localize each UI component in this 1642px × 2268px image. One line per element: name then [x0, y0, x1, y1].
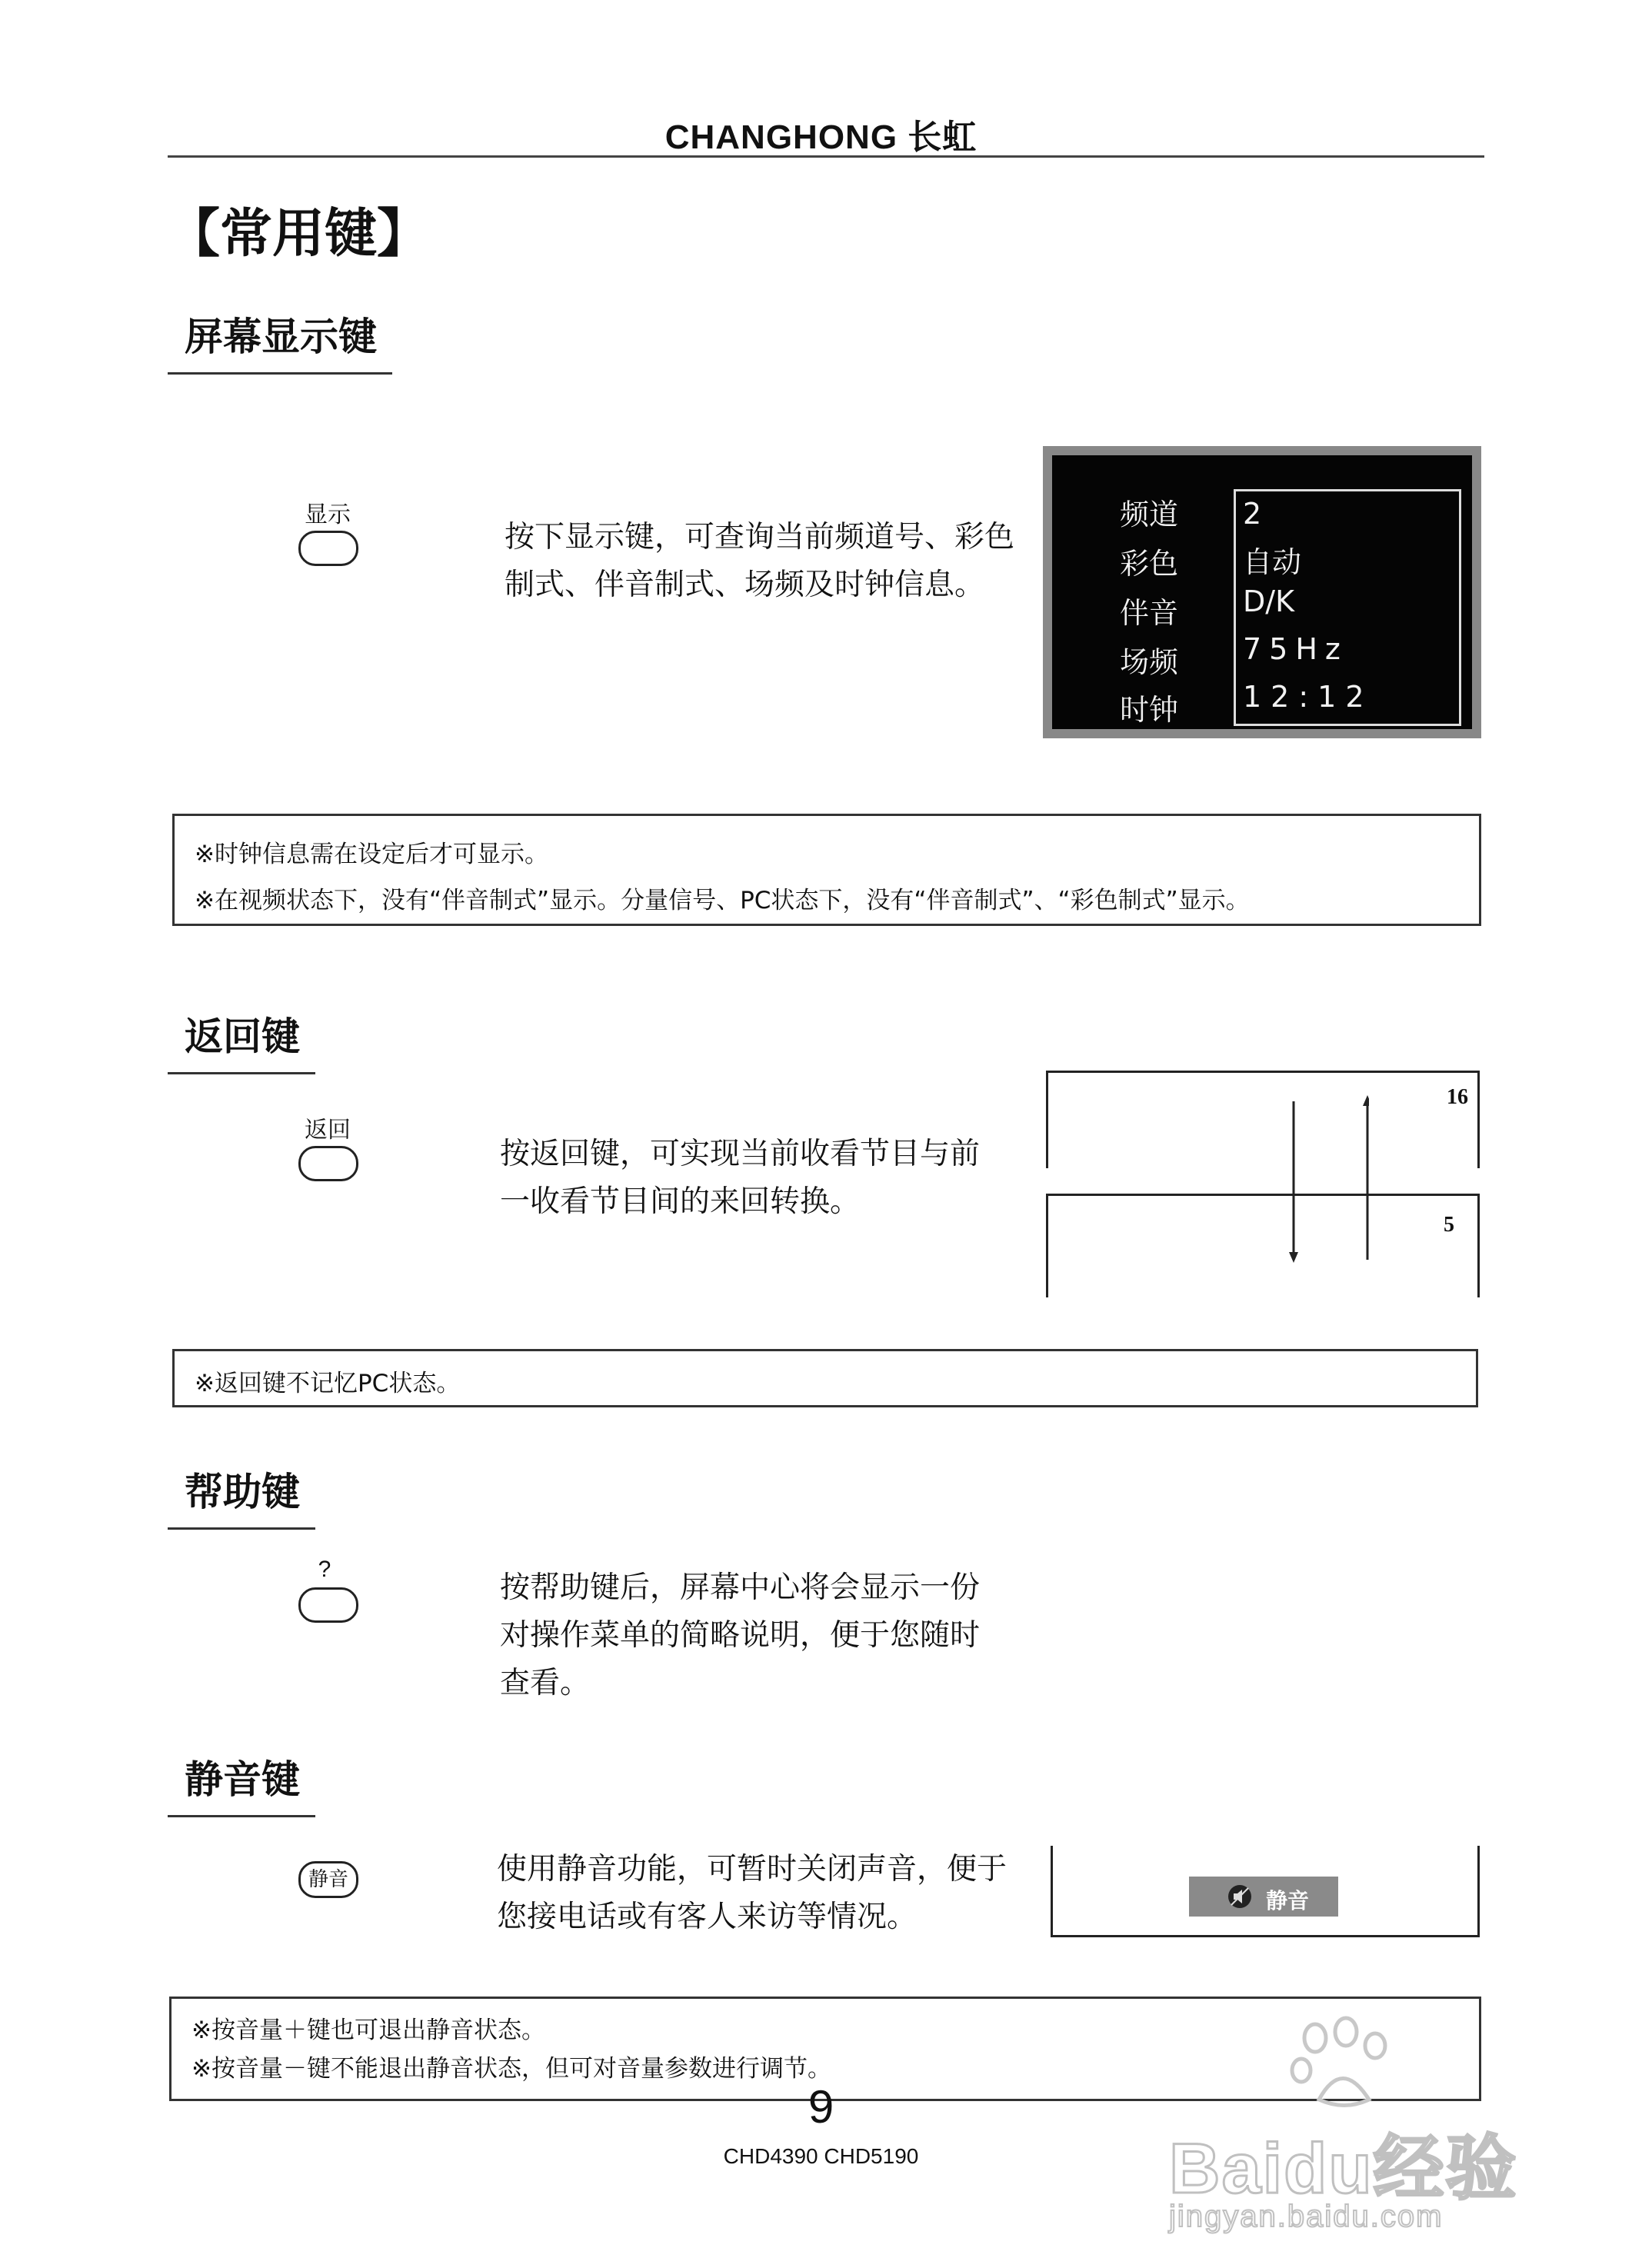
osd-label: 伴音 [1120, 596, 1179, 630]
display-notes-box [172, 814, 1481, 926]
note-line: ※时钟信息需在设定后才可显示。 [195, 841, 548, 868]
section-heading-display: 屏幕显示键 [168, 306, 392, 375]
baidu-paw-logo [1284, 2015, 1400, 2115]
section-heading-mute: 静音键 [168, 1749, 315, 1817]
channel-screen-previous [1046, 1194, 1480, 1297]
watermark-url: jingyan.baidu.com [1169, 2200, 1444, 2233]
return-button-label: 返回 [305, 1117, 351, 1144]
baidu-watermark [1161, 2015, 1561, 2238]
return-description [500, 1131, 980, 1226]
section-heading-return: 返回键 [168, 1006, 315, 1074]
help-button-label: ? [318, 1557, 331, 1582]
help-description-line: 按帮助键后，屏幕中心将会显示一份 [500, 1570, 981, 1605]
return-description-line: 按返回键，可实现当前收看节目与前 [500, 1137, 981, 1171]
return-description-line: 一收看节目间的来回转换。 [500, 1184, 861, 1219]
display-description-line: 按下显示键，可查询当前频道号、彩色 [505, 520, 1015, 555]
note-line: ※按音量＋键也可退出静音状态。 [192, 2017, 545, 2044]
section-heading-help: 帮助键 [168, 1461, 315, 1530]
arrow-up-icon [1363, 1095, 1369, 1260]
display-button-icon [298, 531, 358, 566]
help-description-line: 查看。 [500, 1666, 591, 1700]
display-description-line: 制式、伴音制式、场频及时钟信息。 [505, 568, 985, 602]
osd-value: 2 [1243, 497, 1262, 531]
help-description [500, 1564, 980, 1707]
mute-osd-label: 静音 [1266, 1888, 1310, 1913]
osd-label: 场频 [1120, 645, 1179, 679]
display-button-label: 显示 [305, 501, 351, 528]
osd-value: 自动 [1243, 545, 1302, 579]
channel-switch-arrows [1277, 1092, 1369, 1269]
mute-description-line: 使用静音功能，可暂时关闭声音，便于 [497, 1852, 1008, 1887]
page-title: 【常用键】 [168, 204, 430, 265]
help-description-line: 对操作菜单的简略说明，便于您随时 [500, 1618, 981, 1653]
channel-number: 5 [1444, 1213, 1454, 1237]
return-button-icon [298, 1146, 358, 1181]
osd-value: 75Hz [1243, 632, 1348, 666]
mute-description [497, 1846, 1007, 1941]
watermark-brand: Baidu经验 [1169, 2130, 1518, 2208]
mute-button-icon: 静音 [298, 1861, 358, 1898]
brand-logo: CHANGHONG 长虹 [664, 118, 978, 156]
osd-label: 频道 [1120, 498, 1179, 531]
display-description [505, 514, 1014, 609]
mute-osd [1189, 1877, 1338, 1917]
osd-label: 彩色 [1120, 547, 1179, 581]
return-notes-box [172, 1349, 1478, 1407]
osd-screen [1052, 455, 1472, 729]
channel-screen-current [1046, 1071, 1480, 1168]
help-button-icon [298, 1587, 358, 1623]
osd-value: 12:12 [1243, 680, 1374, 714]
header-rule [168, 155, 1484, 158]
arrow-down-icon [1289, 1101, 1298, 1263]
note-line: ※按音量－键不能退出静音状态，但可对音量参数进行调节。 [192, 2055, 831, 2083]
page-number: 9 [808, 2081, 834, 2133]
osd-value: D/K [1243, 584, 1294, 618]
mute-description-line: 您接电话或有客人来访等情况。 [497, 1900, 918, 1934]
note-line: ※返回键不记忆PC状态。 [195, 1370, 461, 1397]
channel-number: 16 [1447, 1085, 1468, 1109]
note-line: ※在视频状态下，没有“伴音制式”显示。分量信号、PC状态下，没有“伴音制式”、“彩色制式”显示。 [195, 887, 1250, 914]
mute-icon [1226, 1883, 1254, 1910]
osd-label: 时钟 [1120, 693, 1179, 727]
model-numbers: CHD4390 CHD5190 [723, 2144, 919, 2168]
osd-info-panel [1043, 446, 1481, 738]
